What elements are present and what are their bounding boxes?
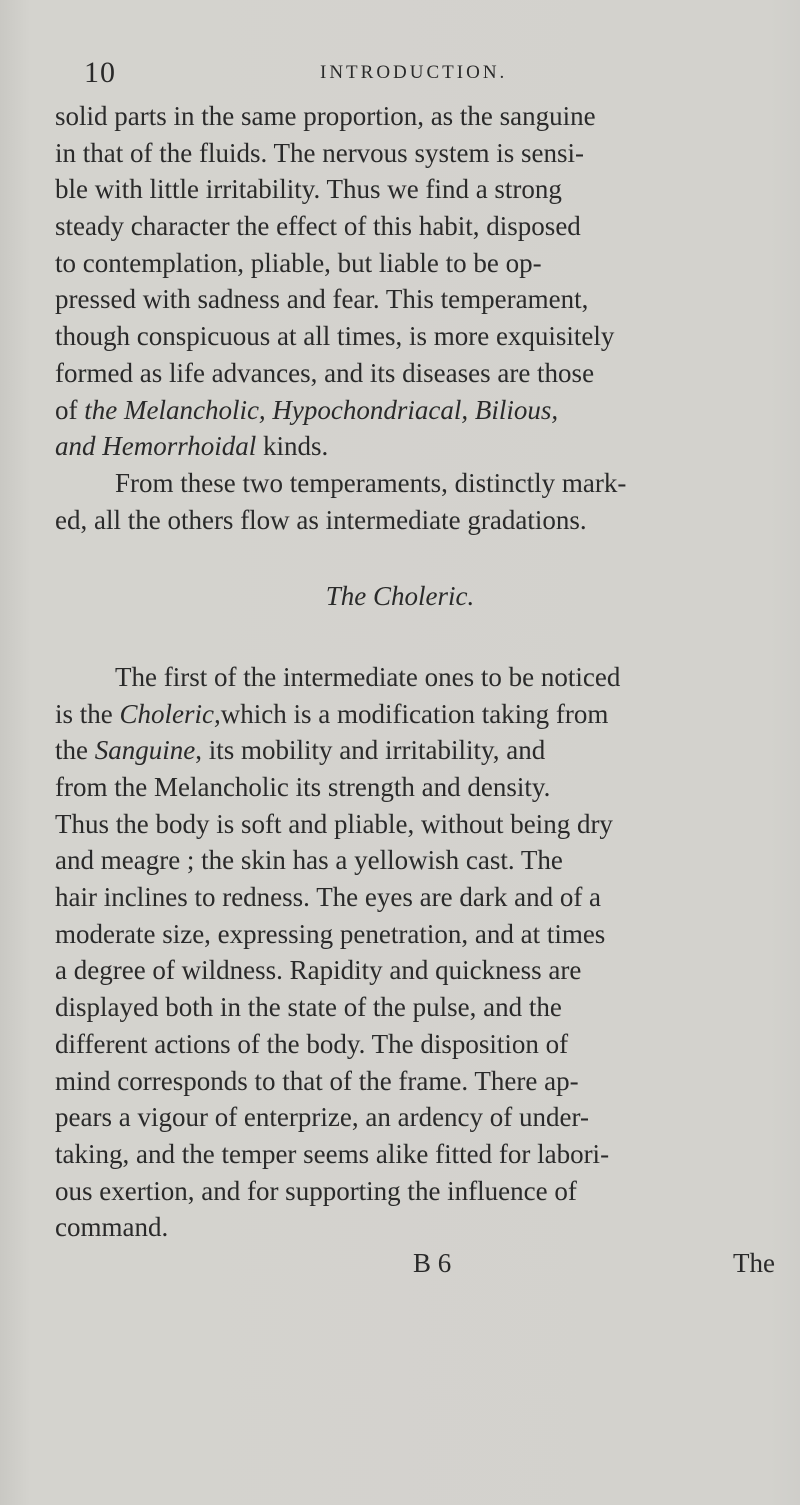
text-span: of <box>55 394 85 425</box>
page-header <box>84 56 724 96</box>
text-line: in that of the fluids. The nervous system is sensi- <box>55 137 584 168</box>
body-text <box>55 98 795 1246</box>
text-span: is the <box>55 698 120 729</box>
text-line: a degree of wildness. Rapidity and quickness are <box>55 955 582 986</box>
page-number: 10 <box>84 56 116 89</box>
text-line: steady character the effect of this habit, disposed <box>55 211 581 242</box>
italic-span: Choleric, <box>119 698 221 729</box>
running-head: INTRODUCTION. <box>320 62 508 83</box>
text-line: from the Melancholic its strength and density. <box>55 772 551 802</box>
text-line: moderate size, expressing penetration, and at times <box>55 918 606 949</box>
text-line: Thus the body is soft and pliable, without being dry <box>55 808 613 839</box>
text-line <box>55 428 795 465</box>
text-line: ed, all the others flow as intermediate gradations. <box>55 504 587 535</box>
italic-span: Sanguine <box>94 735 196 766</box>
text-line <box>55 732 795 769</box>
signature-mark: B 6 <box>413 1248 452 1278</box>
text-line: From these two temperaments, distinctly mark- <box>115 467 627 498</box>
text-line: command. <box>55 1212 169 1243</box>
text-line: pressed with sadness and fear. This temperament, <box>55 284 589 315</box>
text-line: ous exertion, and for supporting the influence of <box>55 1175 577 1206</box>
text-line: though conspicuous at all times, is more exquisitely <box>55 321 615 352</box>
text-span: , its mobility and irritability, and <box>195 735 546 766</box>
text-line: to contemplation, pliable, but liable to be op- <box>55 247 542 278</box>
catchword: The <box>733 1248 775 1278</box>
section-heading: The Choleric. <box>325 581 475 612</box>
text-line: mind corresponds to that of the frame. There ap- <box>55 1065 579 1096</box>
text-line: hair inclines to redness. The eyes are dark and of a <box>55 882 602 913</box>
italic-span: the Melancholic, Hypochondriacal, Bilious, <box>84 394 559 425</box>
text-span: which is a modification taking from <box>220 698 609 729</box>
text-line: solid parts in the same proportion, as the sanguine <box>55 101 596 131</box>
text-line: different actions of the body. The disposition of <box>55 1028 569 1059</box>
text-line: formed as life advances, and its diseases are those <box>55 357 595 388</box>
text-line: displayed both in the state of the pulse, and the <box>55 992 562 1023</box>
text-span: the <box>55 735 95 766</box>
italic-span: and Hemorrhoidal <box>55 431 257 462</box>
text-line <box>55 392 795 429</box>
page-footer <box>55 1248 800 1288</box>
text-line: The first of the intermediate ones to be noticed <box>115 661 621 692</box>
text-line: ble with little irritability. Thus we find a strong <box>55 174 562 205</box>
text-line: and meagre ; the skin has a yellowish cast. The <box>55 845 563 876</box>
text-line <box>55 696 795 733</box>
text-span: kinds. <box>256 431 329 462</box>
text-line: pears a vigour of enterprize, an ardency of under- <box>55 1102 589 1133</box>
text-line: taking, and the temper seems alike fitted for labori- <box>55 1138 610 1169</box>
